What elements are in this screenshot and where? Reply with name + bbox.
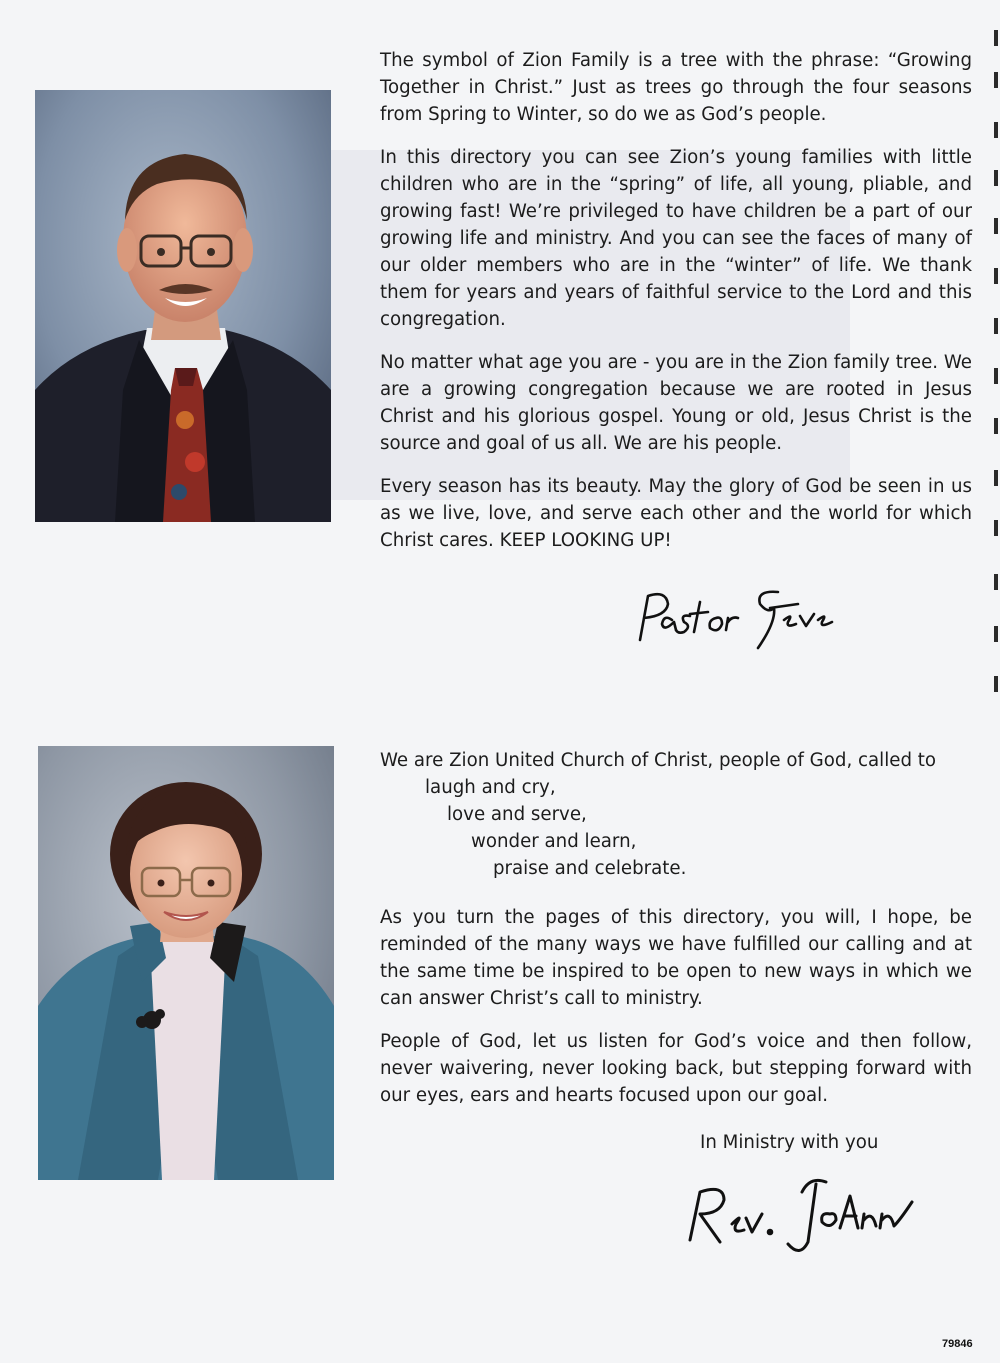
poem-line: wonder and learn, xyxy=(471,831,637,852)
poem-line: love and serve, xyxy=(447,804,587,825)
reverend-closing: In Ministry with you xyxy=(700,1132,879,1153)
portrait-pastor-man-photo xyxy=(35,90,331,522)
page-code: 79846 xyxy=(942,1338,973,1350)
poem-line: praise and celebrate. xyxy=(493,858,687,879)
pastor-message xyxy=(380,47,972,570)
reverend-signature xyxy=(680,1162,920,1258)
reverend-paragraph: As you turn the pages of this directory, you will, I hope, be reminded of the many ways we have fulfilled our calling and at the same time be inspired to be open to new ways in which we can answer Christ’s call to ministry. xyxy=(380,907,972,1009)
pastor-signature xyxy=(628,582,838,654)
reverend-message xyxy=(380,747,972,1125)
reverend-calling-poem xyxy=(380,747,972,882)
pastor-paragraph: No matter what age you are - you are in the Zion family tree. We are a growing congregation because we are rooted in Jesus Christ and his glorious gospel. Young or old, Jesus Christ is the source and goal of us all. We are his people. xyxy=(380,352,972,454)
pastor-paragraph: In this directory you can see Zion’s young families with little children who are in the “spring” of life, all young, pliable, and growing fast! We’re privileged to have children be a part of our growing life and ministry. And you can see the faces of many of our older members who are in the “winter” of life. We thank them for years and years of faithful service to the Lord and this congregation. xyxy=(380,147,972,330)
bleed-through-text xyxy=(60,8,66,31)
pastor-paragraph: The symbol of Zion Family is a tree with the phrase: “Growing Together in Christ.” Just as trees go through the four seasons from Spring to Winter, so do we as God’s people. xyxy=(380,50,972,125)
poem-line: laugh and cry, xyxy=(425,777,556,798)
poem-line: We are Zion United Church of Christ, people of God, called to xyxy=(380,750,937,771)
reverend-paragraph: People of God, let us listen for God’s voice and then follow, never waivering, never looking back, but stepping forward with our eyes, ears and hearts focused upon our goal. xyxy=(380,1031,972,1106)
portrait-reverend-woman-photo xyxy=(38,746,334,1180)
pastor-paragraph: Every season has its beauty. May the glory of God be seen in us as we live, love, and serve each other and the world for which Christ cares. KEEP LOOKING UP! xyxy=(380,476,972,551)
